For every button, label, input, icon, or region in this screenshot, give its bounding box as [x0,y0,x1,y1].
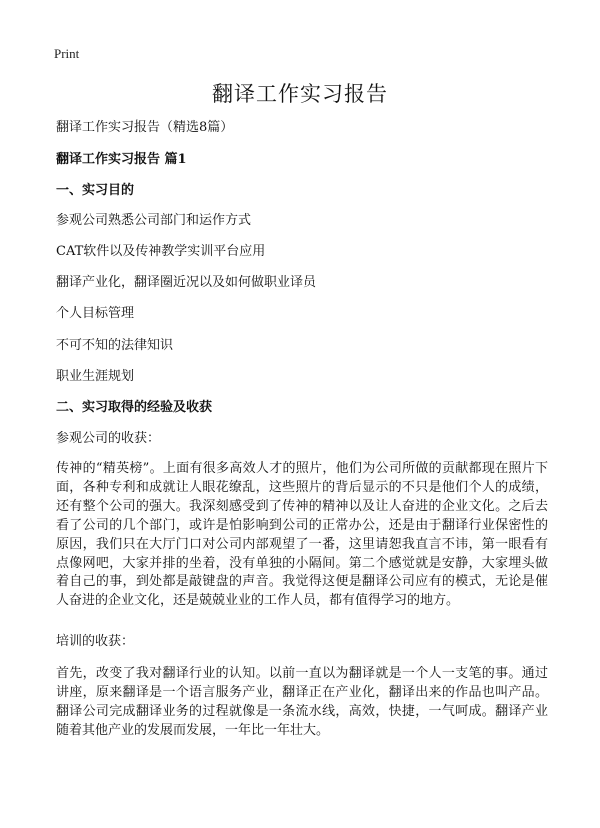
list-item: 不可不知的法律知识 [56,338,174,353]
visit-label: 参观公司的收获： [56,431,161,446]
training-paragraph: 首先，改变了我对翻译行业的认知。以前一直以为翻译就是一个人一支笔的事。通过讲座，原来翻译是一个语言服务产业，翻译正在产业化，翻译出来的作品也叫产品。翻译公司完成翻译业务的过程就像是一条流水线，高效，快捷，一气呵成。翻译产业随着其他产业的发展而发展，一年比一年壮大。 [56,666,548,738]
section2-heading: 二、实习取得的经验及收获 [56,400,213,415]
training-label: 培训的收获： [56,634,135,649]
document-subtitle: 翻译工作实习报告（精选8篇） [56,120,234,135]
visit-paragraph: 传神的“精英榜”。上面有很多高效人才的照片，他们为公司所做的贡献都现在照片下面，各种专利和成就让人眼花缭乱，这些照片的背后显示的不只是他们个人的成绩，还有整个公司的强大。我深刻感受到了传神的精神以及让人奋进的企业文化。之后去看了公司的几个部门，或许是怕影响到公司的正常办公，还是由于翻译行业保密性的原因，我们只在大厅门口对公司内部观望了一番，这里请恕我直言不讳，第一眼看有点像网吧，大家并排的坐着，没有单独的小隔间。第二个感觉就是安静，大家埋头做着自己的事，到处都是敲键盘的声音。我觉得这便是翻译公司应有的模式，无论是催人奋进的企业文化，还是兢兢业业的工作人员，都有值得学习的地方。 [56,461,548,609]
list-item: CAT软件以及传神教学实训平台应用 [56,244,266,259]
list-item: 职业生涯规划 [56,369,135,384]
list-item: 参观公司熟悉公司部门和运作方式 [56,213,252,228]
print-link[interactable]: Print [54,46,80,61]
section1-heading: 一、实习目的 [56,183,135,198]
article-heading: 翻译工作实习报告 篇1 [56,152,187,167]
list-item: 个人目标管理 [56,306,135,321]
document-title: 翻译工作实习报告 [212,82,388,106]
list-item: 翻译产业化，翻译圈近况以及如何做职业译员 [56,275,317,290]
